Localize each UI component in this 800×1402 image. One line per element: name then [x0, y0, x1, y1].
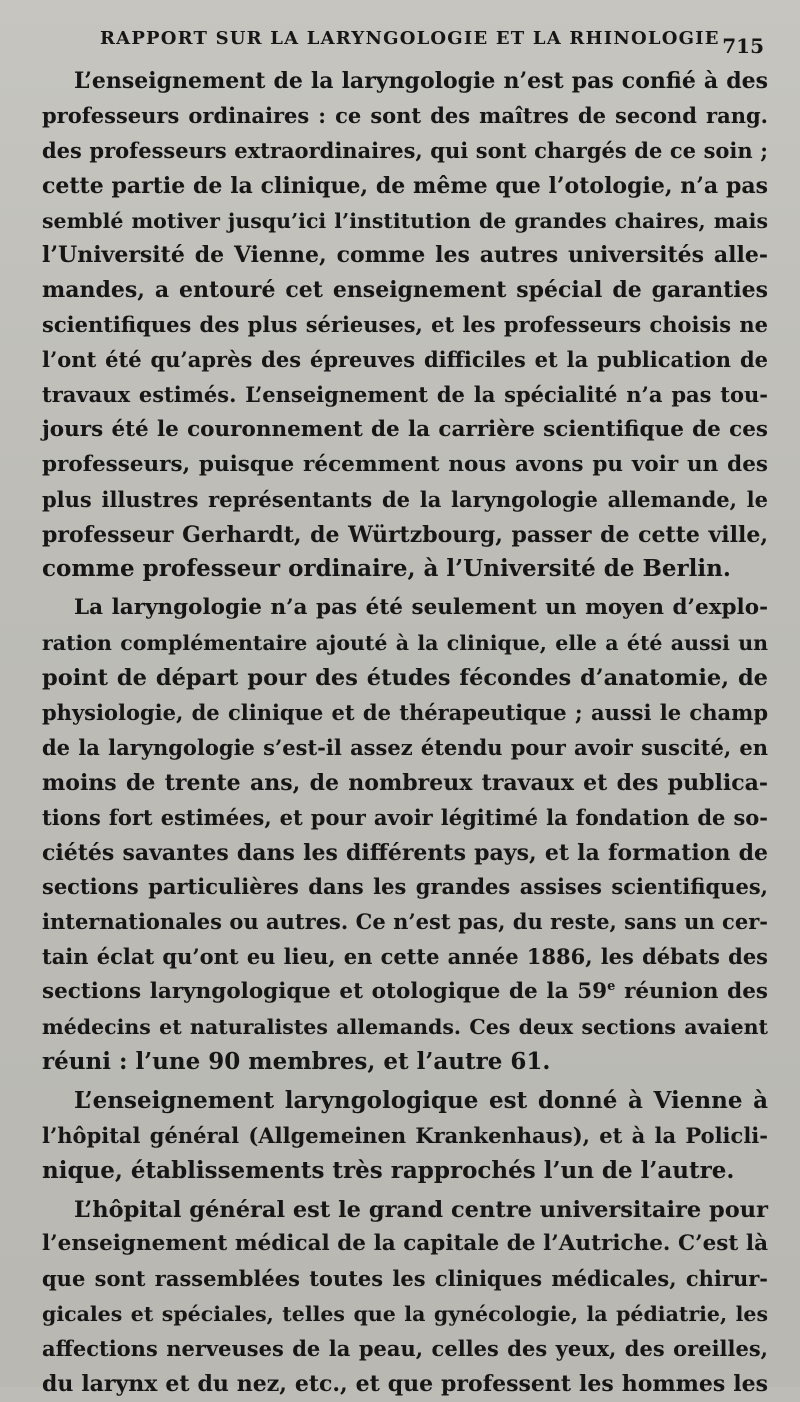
text-line: tain éclat qu’ont eu lieu, en cette année 1886, les débats des	[42, 944, 768, 970]
text-line: moins de trente ans, de nombreux travaux et des publica-	[42, 769, 768, 796]
text-line: que sont rassemblées toutes les cliniques médicales, chirur-	[42, 1266, 768, 1292]
text-line: ration complémentaire ajouté à la clinique, elle a été aussi un	[42, 631, 768, 656]
text-line: professeurs ordinaires : ce sont des maîtres de second rang.	[42, 102, 768, 128]
text-line: jours été le couronnement de la carrière scientifique de ces	[42, 416, 768, 442]
text-line: l’ont été qu’après des épreuves difficiles et la publication de	[42, 347, 768, 373]
text-line: L’hôpital général est le grand centre universitaire pour	[74, 1196, 768, 1223]
text-line: physiologie, de clinique et de thérapeutique ; aussi le champ	[42, 700, 768, 726]
text-line: comme professeur ordinaire, à l’Université de Berlin.	[42, 555, 731, 583]
paragraph	[42, 64, 768, 587]
text-line: scientifiques des plus sérieuses, et les professeurs choisis ne	[42, 312, 768, 338]
text-line: du larynx et du nez, etc., et que professent les hommes les	[42, 1370, 768, 1397]
body-text	[42, 64, 768, 1402]
text-line: professeurs, puisque récemment nous avons pu voir un des	[42, 451, 768, 477]
text-line: l’enseignement médical de la capitale de l’Autriche. C’est là	[42, 1231, 768, 1257]
text-line: travaux estimés. L’enseignement de la spécialité n’a pas tou-	[42, 382, 768, 408]
text-line: de la laryngologie s’est-il assez étendu pour avoir suscité, en	[42, 734, 768, 760]
ordinal-superscript: e	[607, 979, 616, 995]
text-fragment: réunion des	[615, 979, 768, 1005]
text-line: internationales ou autres. Ce n’est pas, du reste, sans un cer-	[42, 909, 768, 935]
text-line: affections nerveuses de la peau, celles des yeux, des oreilles,	[42, 1336, 768, 1362]
text-line: gicales et spéciales, telles que la gynécologie, la pédiatrie, les	[42, 1302, 768, 1327]
text-line: L’enseignement laryngologique est donné à Vienne à	[74, 1086, 768, 1114]
text-line: L’enseignement de la laryngologie n’est pas confié à des	[74, 68, 768, 94]
text-line: mandes, a entouré cet enseignement spécial de garanties	[42, 277, 768, 304]
text-line: plus illustres représentants de la laryngologie allemande, le	[42, 486, 768, 512]
text-line: semblé motiver jusqu’ici l’institution de grandes chaires, mais	[42, 208, 768, 233]
paragraph	[42, 1084, 768, 1189]
text-line	[42, 975, 768, 1010]
text-fragment: sections laryngologique et otologique de la 59	[42, 979, 608, 1005]
page-number: 715	[722, 34, 764, 58]
text-line: cette partie de la clinique, de même que l’otologie, n’a pas	[42, 172, 768, 199]
text-line: sections particulières dans les grandes assises scientifiques,	[42, 874, 768, 900]
paragraph	[42, 1193, 768, 1402]
page-header	[0, 28, 800, 62]
text-line: réuni : l’une 90 membres, et l’autre 61.	[42, 1047, 551, 1075]
text-line: tions fort estimées, et pour avoir légitimé la fondation de so-	[42, 804, 768, 830]
running-title: RAPPORT SUR LA LARYNGOLOGIE ET LA RHINOLOGIE	[100, 28, 720, 49]
text-line: ciétés savantes dans les différents pays, et la formation de	[42, 839, 768, 866]
text-line: médecins et naturalistes allemands. Ces deux sections avaient	[42, 1015, 768, 1040]
text-line: nique, établissements très rapprochés l’un de l’autre.	[42, 1156, 735, 1184]
paragraph	[42, 591, 768, 1079]
text-line: professeur Gerhardt, de Würtzbourg, passer de cette ville,	[42, 521, 768, 548]
text-line: l’Université de Vienne, comme les autres universités alle-	[42, 242, 768, 269]
text-line: des professeurs extraordinaires, qui sont chargés de ce soin ;	[42, 137, 768, 163]
text-line: point de départ pour des études fécondes d’anatomie, de	[42, 665, 768, 692]
text-line: La laryngologie n’a pas été seulement un moyen d’explo-	[74, 595, 768, 621]
text-line: l’hôpital général (Allgemeinen Krankenhaus), et à la Policli-	[42, 1122, 768, 1148]
